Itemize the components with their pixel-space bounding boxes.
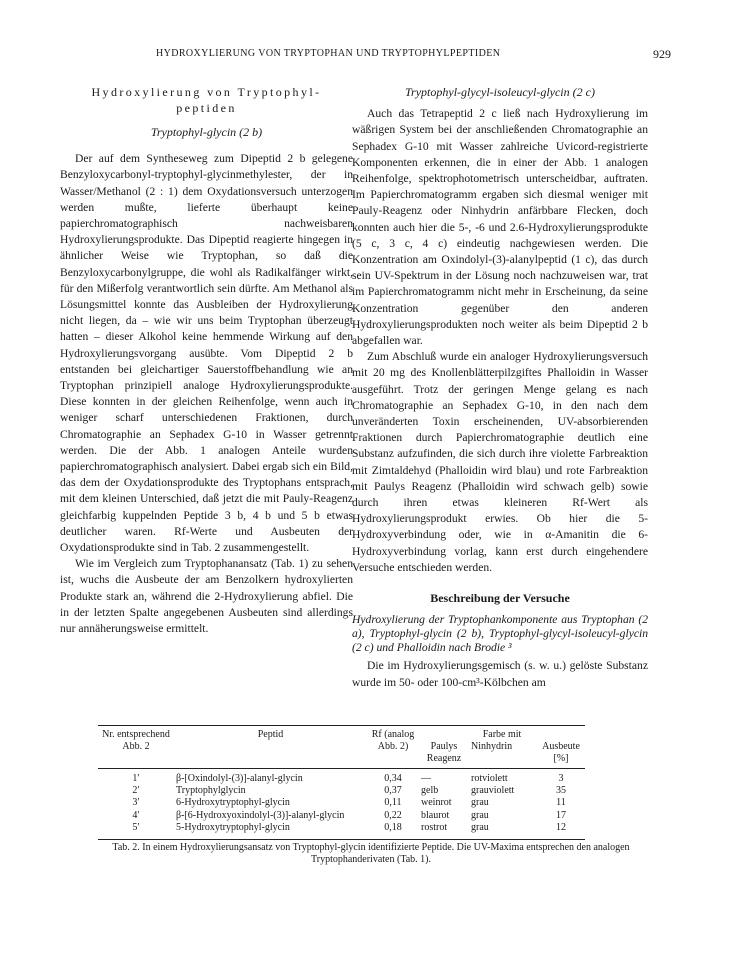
cell-nr: 4′: [132, 809, 140, 821]
cell-pauly: weinrot: [421, 797, 452, 809]
results-table-body: [98, 773, 585, 834]
cell-pauly: —: [421, 773, 431, 784]
paragraph: Auch das Tetrapeptid 2 c ließ nach Hydroxylierung im wäßrigen System bei der anschließenden Chromatographie an Sephadex G-10 mit Wasser zahlreiche Uvicord-registrierte Komponenten erkennen, die in einer der Abb. 1 analogen Reihenfolge, spektrophotometrisch unterscheidbar, auftraten. Im Papierchromatogramm ergaben sich diesmal weniger mit Pauly-Reagenz oder Ninhydrin anfärbbare Flecken, doch konnten auch hier die 5-, -6 und 2.6-Hydroxylierungsprodukte (5 c, 3 c, 4 c) eindeutig nachgewiesen werden. Die Konzentration am Oxindolyl-(3)-alanylpeptid (1 c), das durch sein UV-Spektrum in der Lösung noch nachzuweisen war, trat im Papierchromatogramm nicht mehr in Erscheinung, da seine Konzentration gegenüber den anderen Hydroxylierungsprodukten noch weiter als beim Dipeptid 2 b abgefallen war.: [352, 107, 648, 348]
col-header-nr: Nr. entsprechend Abb. 2: [102, 729, 170, 752]
cell-peptid: 5-Hydroxytryptophyl-glycin: [176, 821, 290, 833]
cell-pauly: blaurot: [421, 809, 450, 821]
methods-subheading: Hydroxylierung der Tryptophankomponente aus Tryptophan (2 a), Tryptophyl-glycin (2 b), Tryptophyl-glycyl-isoleucyl-glycin (2 c) und Phalloidin nach Brodie ³: [352, 613, 648, 655]
left-column: [60, 84, 353, 637]
cell-ausbeute: 12: [556, 821, 566, 833]
cell-rf: 0,37: [384, 785, 402, 797]
table-2: [98, 725, 585, 840]
col-header-farbe: Farbe mit: [482, 729, 522, 740]
cell-rf: 0,22: [384, 809, 402, 821]
cell-peptid: β-[Oxindolyl-(3)]-alanyl-glycin: [176, 773, 303, 784]
cell-ninhydrin: grauviolett: [471, 785, 515, 797]
right-column: [352, 84, 648, 691]
cell-peptid: Tryptophylglycin: [176, 785, 246, 797]
col-header-pauly: Paulys Reagenz: [426, 741, 462, 764]
col-header-peptid: Peptid: [257, 729, 284, 740]
paragraph: Wie im Vergleich zum Tryptophanansatz (Tab. 1) zu sehen ist, wuchs die Ausbeute der am Benzolkern hydroxylierten Produkte stark an, während die 2-Hydroxylierung abfiel. Die in der letzten Spalte angegebenen Ausbeuten sind allerdings nur annäherungsweise ermittelt.: [60, 557, 353, 636]
cell-ausbeute: 11: [556, 797, 566, 809]
cell-peptid: β-[6-Hydroxyoxindolyl-(3)]-alanyl-glycin: [176, 809, 345, 821]
cell-pauly: gelb: [421, 785, 439, 797]
running-header: [60, 48, 671, 62]
paragraph: Zum Abschluß wurde ein analoger Hydroxylierungsversuch mit 20 mg des Knollenblätterpilzgiftes Phalloidin in Wasser ausgeführt. Trotz der geringen Menge gelang es nach Chromatographie an Sephadex G-10, in den nach dem unveränderten Toxin erscheinenden, UV-absorbierenden Fraktionen durch Papierchromatographie deutlich eine Substanz aufzufinden, die sich durch ihre violette Farbreaktion mit Zimtaldehyd (Phalloidin wird blau) und rote Farbreaktion mit Paulys Reagenz (Phalloidin wird schwach gelb) sowie durch ihren etwas kleineren Rf-Wert als Hydroxylierungsprodukt erwies. Ob hier die 5-Hydroxyverbindung oder, wie in α-Amanitin die 6-Hydroxyverbindung vorlag, kann erst durch eingehendere Versuche entschieden werden.: [352, 350, 648, 574]
cell-nr: 3′: [132, 797, 140, 809]
cell-ausbeute: 35: [556, 785, 566, 797]
cell-nr: 1′: [132, 773, 140, 784]
cell-ausbeute: 17: [556, 809, 566, 821]
table-row: [98, 797, 585, 809]
cell-ninhydrin: grau: [471, 821, 489, 833]
col-header-rf: Rf (analog Abb. 2): [371, 729, 415, 752]
methods-heading: Beschreibung der Versuche: [430, 591, 570, 606]
results-table: [98, 726, 585, 768]
cell-ninhydrin: rotviolett: [471, 773, 508, 784]
table-row: [98, 785, 585, 797]
cell-pauly: rostrot: [421, 821, 448, 833]
subheading-2c: Tryptophyl-glycyl-isoleucyl-glycin (2 c): [405, 85, 595, 99]
cell-nr: 5′: [132, 821, 140, 833]
subheading-2b: Tryptophyl-glycin (2 b): [150, 125, 263, 139]
paragraph: Die im Hydroxylierungsgemisch (s. w. u.) gelöste Substanz wurde im 50- oder 100-cm³-Kölbchen am: [352, 659, 648, 689]
table-bottom-rule: [98, 839, 585, 840]
cell-ninhydrin: grau: [471, 809, 489, 821]
page-number: 929: [653, 47, 671, 61]
paragraph: Der auf dem Syntheseweg zum Dipeptid 2 b gelegene Benzyloxycarbonyl-tryptophyl-glycinmethylester, der in Wasser/Methanol (2 : 1) dem Oxydationsversuch unterzogen werden mußte, lieferte überhaupt keine papierchromatographisch nachweisbaren Hydroxylierungsprodukte. Das Dipeptid reagierte hingegen in ähnlicher Weise wie Tryptophan, so daß die Benzyloxycarbonylgruppe, die wohl als Radikalfänger wirkt, für den Mißerfolg verantwortlich sein dürfte. Am Methanol als Lösungsmittel konnte das Ausbleiben der Hydroxylierung nicht liegen, da – wie wir uns beim Tryptophan überzeugt hatten – dieser Alkohol keine hemmende Wirkung auf den Hydroxylierungsvorgang ausübte. Vom Dipeptid 2 b entstanden bei gleichartiger Sauerstoffbehandlung wie an Tryptophan prinzipiell analoge Hydroxylierungsprodukte. Diese konnten in der gleichen Reihenfolge, wenn auch in weniger scharf unterschiedenen Fraktionen, durch Chromatographie an Sephadex G-10 in Wasser getrennt werden. Die der Abb. 1 analogen Anteile wurden papierchromatographisch analysiert. Dabei ergab sich ein Bild, das dem der Oxydationsprodukte des Tryptophans entsprach, mit dem kleinen Unterschied, daß jetzt die mit Pauly-Reagenz gleichfarbig kuppelnden Peptide 3 b, 4 b und 5 b etwas deutlicher waren. Rf-Werte und Ausbeuten der Oxydationsprodukte sind in Tab. 2 zusammengestellt.: [60, 152, 353, 555]
cell-ninhydrin: grau: [471, 797, 489, 809]
table-row: [98, 822, 585, 834]
table-caption: Tab. 2. In einem Hydroxylierungsansatz von Tryptophyl-glycin identifizierte Peptide. Die UV-Maxima entsprechen den analogen Tryptophanderivaten (Tab. 1).: [112, 842, 630, 865]
cell-rf: 0,18: [384, 821, 402, 833]
cell-ausbeute: 3: [558, 773, 564, 784]
cell-rf: 0,11: [384, 797, 402, 809]
table-mid-rule: [98, 768, 585, 769]
cell-nr: 2′: [132, 785, 140, 797]
section-title: Hydroxylierung von Tryptophyl- peptiden: [91, 85, 322, 115]
running-title: HYDROXYLIERUNG VON TRYPTOPHAN UND TRYPTOPHYLPEPTIDEN: [156, 48, 501, 59]
col-header-ausbeute: Ausbeute [%]: [542, 741, 580, 764]
table-row: [98, 773, 585, 785]
cell-rf: 0,34: [384, 773, 402, 784]
table-row: [98, 810, 585, 822]
col-header-ninhydrin: Ninhydrin: [471, 741, 513, 752]
cell-peptid: 6-Hydroxytryptophyl-glycin: [176, 797, 290, 809]
